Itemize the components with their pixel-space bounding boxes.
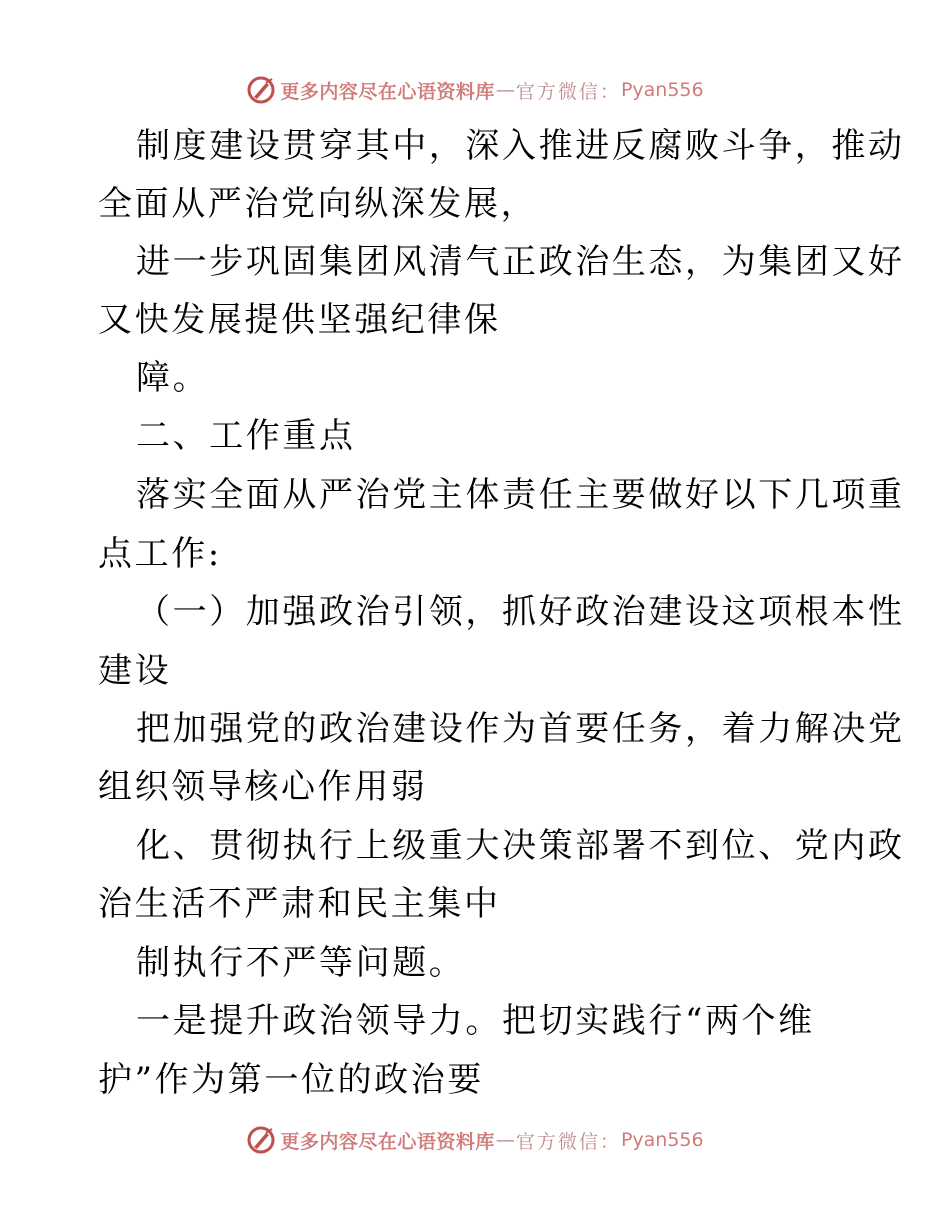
text-line: 障。 [136, 358, 210, 398]
watermark-sub-text: 官方微信： [515, 80, 621, 103]
watermark-main-text: 更多内容尽在心语资料库 [280, 1130, 495, 1153]
text-line: 治生活不严肃和民主集中 [98, 884, 501, 924]
text-line: 建设 [98, 651, 172, 691]
subsection-heading: （一）加强政治引领，抓好政治建设这项根本性 [136, 592, 905, 632]
text-line: 进一步巩固集团风清气正政治生态，为集团又好 [136, 242, 905, 282]
quill-circle-icon [246, 1125, 276, 1155]
watermark-dash: — [495, 79, 515, 101]
text-line: 落实全面从严治党主体责任主要做好以下几项重 [136, 475, 905, 515]
text-line: 组织领导核心作用弱 [98, 767, 428, 807]
text-line: 护”作为第一位的政治要 [98, 1060, 484, 1100]
watermark-dash: — [495, 1129, 515, 1151]
section-heading: 二、工作重点 [136, 416, 356, 456]
text-line: 又快发展提供坚强纪律保 [98, 300, 501, 340]
text-line: 制执行不严等问题。 [136, 943, 466, 983]
text-line: 点工作: [98, 534, 222, 574]
text-line: 制度建设贯穿其中，深入推进反腐败斗争，推动 [136, 126, 905, 166]
watermark-wechat-id: Pyan556 [620, 1129, 704, 1151]
footer-watermark [0, 1120, 950, 1160]
text-line: 化、贯彻执行上级重大决策部署不到位、党内政 [136, 826, 905, 866]
header-watermark [0, 70, 950, 110]
text-line: 一是提升政治领导力。把切实践行“两个维 [136, 1001, 815, 1041]
watermark-main-text: 更多内容尽在心语资料库 [280, 80, 495, 103]
text-line: 把加强党的政治建设作为首要任务，着力解决党 [136, 709, 905, 749]
text-line: 全面从严治党向纵深发展， [98, 184, 538, 224]
watermark-wechat-id: Pyan556 [620, 79, 704, 101]
quill-circle-icon [246, 75, 276, 105]
watermark-sub-text: 官方微信： [515, 1130, 621, 1153]
